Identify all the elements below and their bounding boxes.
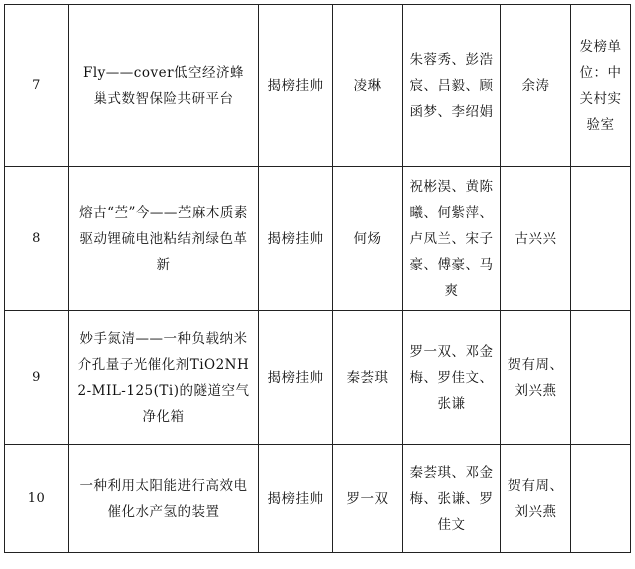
row-number: 7 [5, 5, 69, 167]
project-title: 熔古“苎”今——苎麻木质素驱动锂硫电池粘结剂绿色革新 [69, 167, 259, 311]
row-number: 8 [5, 167, 69, 311]
project-advisor: 贺有周、刘兴燕 [501, 445, 571, 553]
project-members: 罗一双、邓金梅、罗佳文、张谦 [403, 311, 501, 445]
project-members: 秦荟琪、邓金梅、张谦、罗佳文 [403, 445, 501, 553]
project-advisor: 贺有周、刘兴燕 [501, 311, 571, 445]
project-title: Fly——cover低空经济蜂巢式数智保险共研平台 [69, 5, 259, 167]
project-title: 妙手氮清——一种负载纳米介孔量子光催化剂TiO2NH2-MIL-125(Ti)的隧道空气净化箱 [69, 311, 259, 445]
project-leader: 秦荟琪 [333, 311, 403, 445]
project-members: 朱蓉秀、彭浩宸、吕毅、顾函梦、李绍娟 [403, 5, 501, 167]
project-title: 一种利用太阳能进行高效电催化水产氢的装置 [69, 445, 259, 553]
project-note [571, 445, 631, 553]
project-advisor: 余涛 [501, 5, 571, 167]
project-note [571, 311, 631, 445]
project-mode: 揭榜挂帅 [259, 311, 333, 445]
row-number: 9 [5, 311, 69, 445]
project-note: 发榜单位：中关村实验室 [571, 5, 631, 167]
row-number: 10 [5, 445, 69, 553]
project-advisor: 古兴兴 [501, 167, 571, 311]
table-row [5, 445, 631, 553]
project-mode: 揭榜挂帅 [259, 5, 333, 167]
project-table [4, 4, 631, 553]
project-leader: 何炀 [333, 167, 403, 311]
project-leader: 凌琳 [333, 5, 403, 167]
table-row [5, 167, 631, 311]
project-note [571, 167, 631, 311]
project-mode: 揭榜挂帅 [259, 167, 333, 311]
project-leader: 罗一双 [333, 445, 403, 553]
project-members: 祝彬淏、黄陈曦、何紫萍、卢凤兰、宋子豪、傅豪、马爽 [403, 167, 501, 311]
table-row [5, 311, 631, 445]
table-row [5, 5, 631, 167]
project-mode: 揭榜挂帅 [259, 445, 333, 553]
